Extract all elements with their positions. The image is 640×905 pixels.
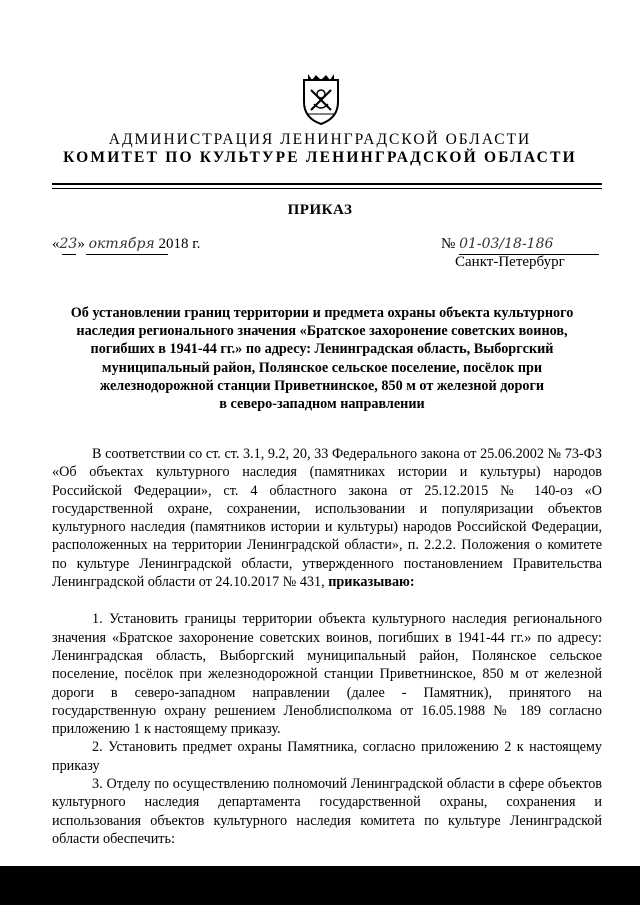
order-item: 1. Установить границы территории объекта культурного наследия регионального значения «Братское захоронение советских воинов, погибших в 1941-44 гг.» по адресу: Ленинградская область, Выборгский муниципальный район, Полянское сельское поселение, посёлок при железнодорожной станции Приветнинское, 850 м от железной дороги в северо-западном направлении (далее - Памятник), принятого на государственную охрану решением Леноблисполкома от 16.05.1988 № 189 согласно приложению 1 к настоящему приказу. bbox=[52, 611, 602, 738]
number-value: 01-03/18-186 bbox=[459, 236, 554, 252]
coat-of-arms-emblem bbox=[300, 72, 342, 126]
order-date bbox=[52, 236, 200, 253]
date-close-quote: » bbox=[77, 236, 85, 252]
date-year: 2018 г. bbox=[158, 236, 201, 252]
date-open-quote: « bbox=[52, 236, 60, 252]
title-line: муниципальный район, Полянское сельское поселение, посёлок при bbox=[101, 359, 543, 376]
day-underline bbox=[62, 254, 76, 255]
date-day: 23 bbox=[59, 236, 78, 252]
city-name: Санкт-Петербург bbox=[455, 254, 565, 270]
title-line: железнодорожной станции Приветнинское, 850 м от железной дороги bbox=[99, 377, 545, 394]
title-line: Об установлении границ территории и предмета охраны объекта культурного bbox=[70, 305, 574, 321]
document-type-title: ПРИКАЗ bbox=[287, 202, 353, 218]
order-number bbox=[441, 236, 553, 253]
order-item: 2. Установить предмет охраны Памятника, согласно приложению 2 к настоящему приказу bbox=[52, 739, 602, 774]
header-divider-thick bbox=[52, 183, 602, 185]
preamble-paragraph: В соответствии со ст. ст. 3.1, 9.2, 20, 33 Федерального закона от 25.06.2002 № 73-ФЗ «Об объектах культурного наследия (памятниках истории и культуры) народов Российской Федерации», ст. 4 областного закона от 25.12.2015 № 140-оз «О государственной охране, сохранении, использовании и популяризации объектов культурного наследия (памятников истории и культуры) народов Российской Федерации, расположенных на территории Ленинградской области», п. 2.2.2. Положения о комитете по культуре Ленинградской области, утвержденного постановлением Правительства Ленинградской области от 24.10.2017 № 431, приказываю: bbox=[52, 446, 602, 591]
document-body bbox=[52, 445, 602, 848]
date-month: октября bbox=[88, 236, 155, 252]
title-line: наследия регионального значения «Братское захоронение советских воинов, bbox=[76, 323, 568, 340]
header-divider-thin bbox=[52, 188, 602, 189]
scan-bottom-edge bbox=[0, 866, 640, 905]
title-line: погибших в 1941-44 гг.» по адресу: Ленинградская область, Выборгский bbox=[90, 341, 554, 358]
order-subject-title bbox=[62, 304, 582, 413]
order-item: 3. Отделу по осуществлению полномочий Ленинградской области в сфере объектов культурного наследия департамента государственной охраны, сохранения и использования объектов культурного наследия комитета по культуре Ленинградской области обеспечить: bbox=[52, 776, 602, 847]
number-prefix: № bbox=[441, 236, 456, 252]
committee-heading: КОМИТЕТ ПО КУЛЬТУРЕ ЛЕНИНГРАДСКОЙ ОБЛАСТИ bbox=[63, 149, 577, 166]
command-word: приказываю: bbox=[328, 574, 415, 591]
month-underline bbox=[86, 254, 168, 255]
title-line: в северо-западном направлении bbox=[219, 396, 425, 413]
administration-heading: АДМИНИСТРАЦИЯ ЛЕНИНГРАДСКОЙ ОБЛАСТИ bbox=[108, 131, 532, 148]
